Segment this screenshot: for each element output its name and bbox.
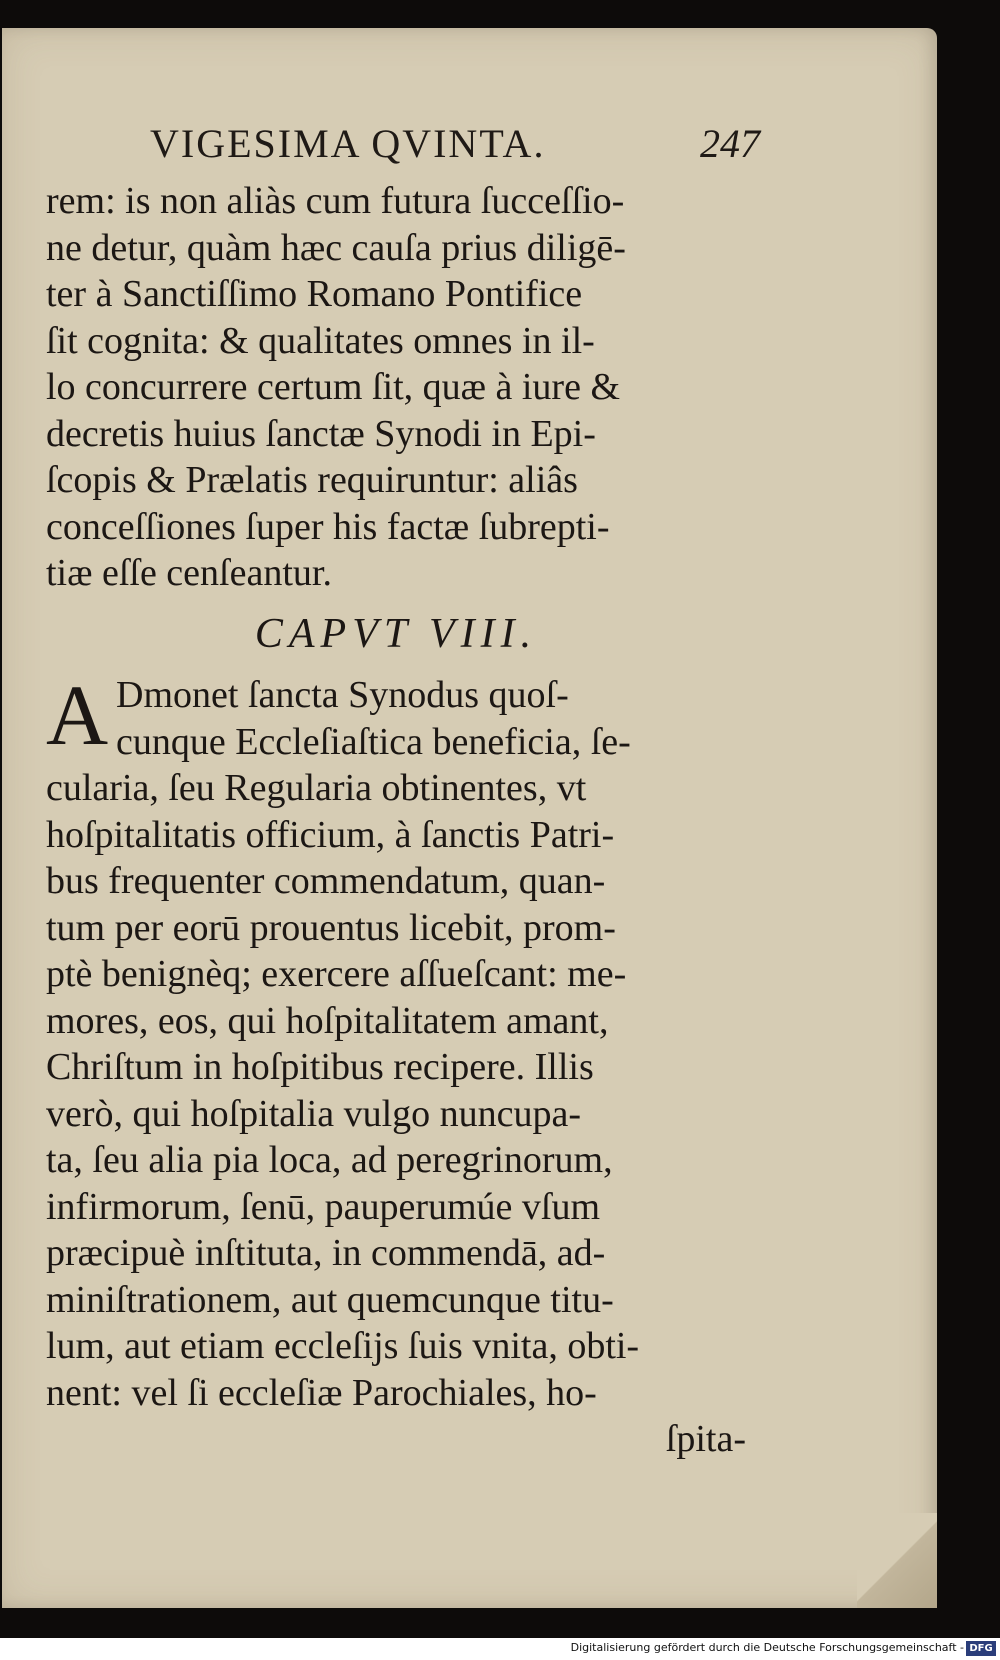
text-line: lo concurrere certum ſit, quæ à iure & <box>46 366 621 408</box>
text-line: rem: is non aliàs cum futura ſucceſſio- <box>46 180 625 222</box>
text-line: cularia, ſeu Regularia obtinentes, vt <box>46 767 587 809</box>
footer-bar <box>0 1638 1000 1660</box>
page-corner-fold <box>857 1513 937 1608</box>
text-line: infirmorum, ſenū, pauperumúe vſum <box>46 1185 601 1228</box>
text-line: Chriſtum in hoſpitibus recipere. Illis <box>46 1046 594 1088</box>
text-line: tum per eorū prouentus licebit, prom- <box>46 906 616 949</box>
text-line: verò, qui hoſpitalia vulgo nuncupa- <box>46 1092 582 1135</box>
text-line: ſcopis & Prælatis requiruntur: aliâs <box>46 459 578 501</box>
text-line: ſit cognita: & qualitates omnes in il- <box>46 319 595 362</box>
text-line: hoſpitalitatis officium, à ſanctis Patri- <box>46 813 615 856</box>
paragraph-2 <box>46 667 746 1463</box>
text-line: bus frequenter commendatum, quan- <box>46 860 606 902</box>
text-line: decretis huius ſanctæ Synodi in Epi- <box>46 412 596 455</box>
text-line: ptè benignèq; exercere aſſueſcant: me- <box>46 953 627 995</box>
text-line: miniſtrationem, aut quemcunque titu- <box>46 1278 614 1321</box>
digitization-credit: Digitalisierung gefördert durch die Deutsche Forschungsgemeinschaft - <box>570 1641 964 1654</box>
text-line: mores, eos, qui hoſpitalitatem amant, <box>46 999 609 1042</box>
text-line: ta, ſeu alia pia loca, ad peregrinorum, <box>46 1139 613 1181</box>
text-line: conceſſiones ſuper his factæ ſubrepti- <box>46 505 610 548</box>
text-line: nent: vel ſi eccleſiæ Parochiales, ho- <box>46 1371 597 1414</box>
paragraph-1 <box>46 178 746 597</box>
page-number: 247 <box>700 121 760 166</box>
running-head <box>150 120 760 170</box>
running-head-title: VIGESIMA QVINTA. <box>150 121 546 166</box>
dfg-logo: DFG <box>966 1641 996 1656</box>
text-line: præcipuè inſtituta, in commendā, ad- <box>46 1232 606 1274</box>
text-line: lum, aut etiam eccleſijs ſuis vnita, obti- <box>46 1325 640 1367</box>
text-line: ne detur, quàm hæc cauſa prius diligē- <box>46 226 626 269</box>
text-line: cunque Eccleſiaſtica beneficia, ſe- <box>116 720 631 763</box>
chapter-heading: CAPVT VIII. <box>254 611 538 657</box>
text-line: tiæ eſſe cenſeantur. <box>46 552 332 594</box>
drop-cap: A <box>46 667 109 763</box>
text-line: Dmonet ſancta Synodus quoſ- <box>116 674 569 716</box>
catchword: ſpita- <box>665 1418 746 1460</box>
text-line: ter à Sanctiſſimo Romano Pontifice <box>46 273 583 315</box>
